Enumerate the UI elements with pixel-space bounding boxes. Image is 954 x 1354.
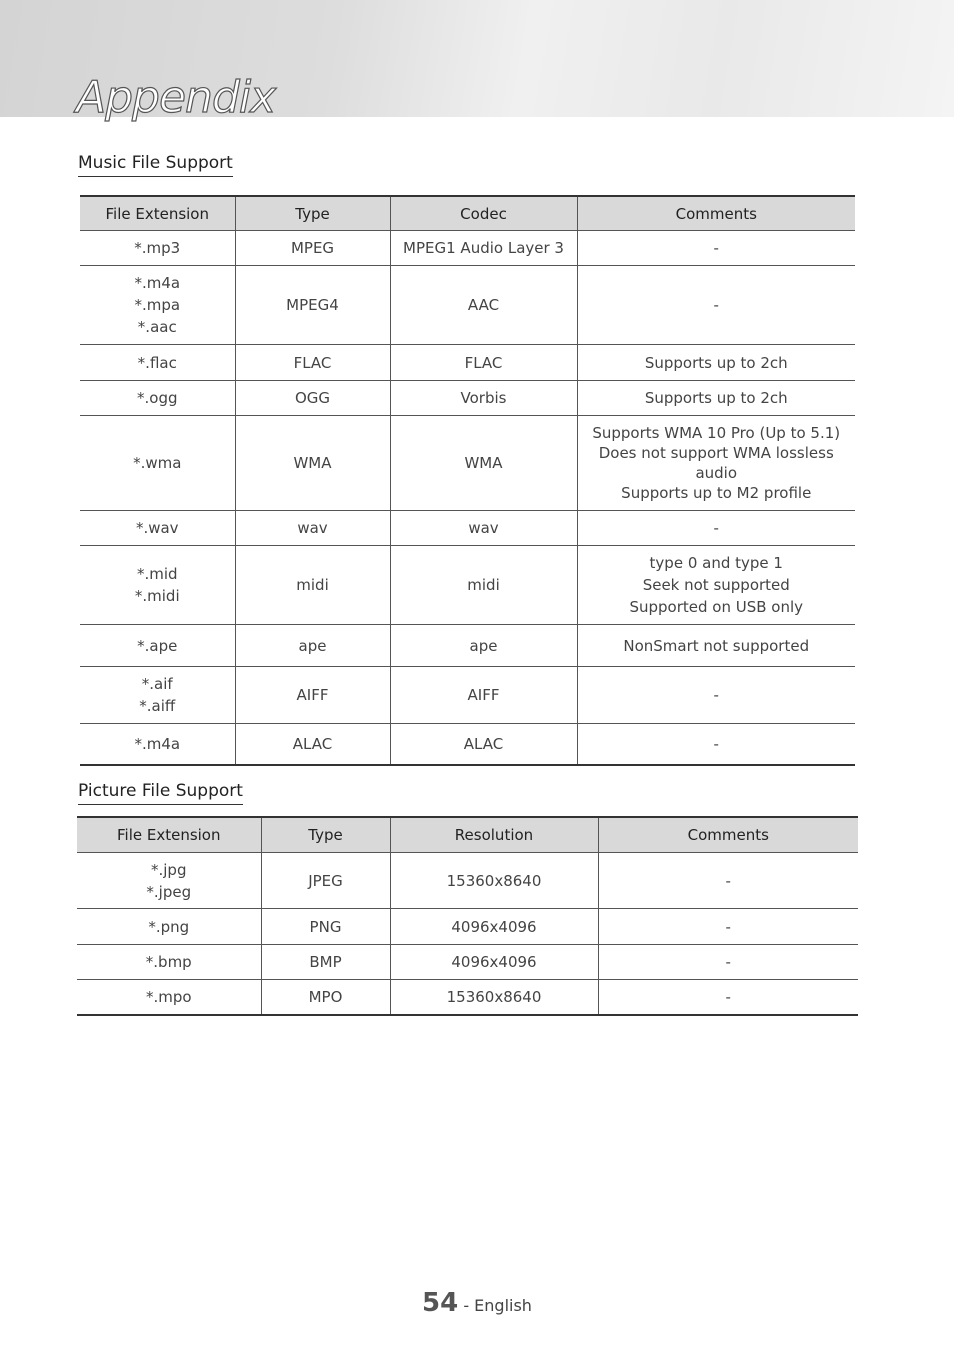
file-extension: *.jpeg xyxy=(146,882,192,901)
file-extension-cell xyxy=(77,945,261,980)
file-extension-cell xyxy=(80,416,235,511)
comments-cell: - xyxy=(598,980,858,1015)
file-extension: *.png xyxy=(148,917,190,936)
comments-cell xyxy=(577,266,855,345)
file-extension: *.mp3 xyxy=(134,239,181,257)
comments-cell xyxy=(577,345,855,381)
comments-cell xyxy=(577,231,855,266)
resolution-cell: 4096x4096 xyxy=(390,909,598,945)
table-row xyxy=(80,546,855,625)
type-cell: FLAC xyxy=(235,345,390,381)
file-extension: *.wav xyxy=(135,519,179,537)
table-row xyxy=(80,345,855,381)
column-header: File Extension xyxy=(77,817,261,853)
table-row xyxy=(77,853,858,909)
file-extension-cell xyxy=(80,625,235,667)
comments-cell xyxy=(577,416,855,511)
table-row xyxy=(77,980,858,1015)
table-header-row xyxy=(80,196,855,231)
table-row xyxy=(80,416,855,511)
comment-line: - xyxy=(713,296,719,314)
file-extension: *.jpg xyxy=(151,860,187,879)
table-row xyxy=(80,724,855,765)
file-extension: *.mpa xyxy=(134,296,181,314)
type-cell: BMP xyxy=(261,945,390,980)
table-header-row xyxy=(77,817,858,853)
file-extension: *.aif xyxy=(141,675,173,693)
table-row xyxy=(77,945,858,980)
type-cell: midi xyxy=(235,546,390,625)
comment-line: Supports up to 2ch xyxy=(644,353,788,372)
type-cell: wav xyxy=(235,511,390,546)
column-header: Type xyxy=(261,817,390,853)
file-extension: *.m4a xyxy=(134,734,181,753)
comments-cell xyxy=(577,381,855,416)
table-row xyxy=(80,625,855,667)
type-cell: ape xyxy=(235,625,390,667)
file-extension-cell xyxy=(80,231,235,266)
column-header: Comments xyxy=(577,196,855,231)
table-row xyxy=(80,511,855,546)
file-extension: *.ape xyxy=(137,636,178,655)
comments-cell xyxy=(577,625,855,667)
file-extension: *.m4a xyxy=(134,274,181,292)
file-extension-cell xyxy=(80,266,235,345)
comment-line: Supports up to M2 profile xyxy=(621,484,812,502)
comment-line: - xyxy=(713,686,719,704)
page-number: 54 xyxy=(422,1288,459,1318)
codec-cell: Vorbis xyxy=(390,381,577,416)
music-file-table xyxy=(80,195,855,766)
codec-cell: ALAC xyxy=(390,724,577,765)
table-row xyxy=(80,667,855,724)
comments-cell: - xyxy=(598,945,858,980)
file-extension: *.mpo xyxy=(145,987,192,1006)
table-row xyxy=(77,909,858,945)
comments-cell xyxy=(577,667,855,724)
resolution-cell: 4096x4096 xyxy=(390,945,598,980)
codec-cell: wav xyxy=(390,511,577,546)
file-extension-cell xyxy=(77,853,261,909)
comment-line: Supports WMA 10 Pro (Up to 5.1) xyxy=(592,424,841,442)
file-extension-cell xyxy=(80,381,235,416)
file-extension: *.wma xyxy=(133,454,182,472)
page-footer xyxy=(0,1288,954,1318)
codec-cell: MPEG1 Audio Layer 3 xyxy=(390,231,577,266)
codec-cell: AAC xyxy=(390,266,577,345)
page-title: Appendix xyxy=(76,72,276,123)
picture-file-table xyxy=(77,816,858,1016)
picture-section-title: Picture File Support xyxy=(78,779,243,805)
comment-line: type 0 and type 1 xyxy=(649,554,783,572)
type-cell: MPEG xyxy=(235,231,390,266)
comment-line: - xyxy=(713,734,719,753)
file-extension: *.flac xyxy=(137,353,177,372)
file-extension: *.bmp xyxy=(145,953,192,971)
comment-line: - xyxy=(713,519,719,537)
column-header: File Extension xyxy=(80,196,235,231)
codec-cell: FLAC xyxy=(390,345,577,381)
table-row xyxy=(80,266,855,345)
column-header: Comments xyxy=(598,817,858,853)
file-extension: *.midi xyxy=(134,587,180,605)
comment-line: Supported on USB only xyxy=(629,598,804,616)
comments-cell: - xyxy=(598,909,858,945)
comment-line: Supports up to 2ch xyxy=(644,389,788,407)
comments-cell: - xyxy=(598,853,858,909)
type-cell: MPEG4 xyxy=(235,266,390,345)
comment-line: - xyxy=(713,239,719,257)
codec-cell: AIFF xyxy=(390,667,577,724)
comments-cell xyxy=(577,511,855,546)
file-extension-cell xyxy=(80,345,235,381)
file-extension-cell xyxy=(77,980,261,1015)
file-extension-cell xyxy=(77,909,261,945)
resolution-cell: 15360x8640 xyxy=(390,980,598,1015)
type-cell: AIFF xyxy=(235,667,390,724)
file-extension: *.mid xyxy=(136,565,178,583)
table-row xyxy=(80,231,855,266)
column-header: Type xyxy=(235,196,390,231)
column-header: Resolution xyxy=(390,817,598,853)
file-extension: *.ogg xyxy=(137,389,178,407)
type-cell: OGG xyxy=(235,381,390,416)
music-section-title: Music File Support xyxy=(78,151,233,177)
file-extension: *.aac xyxy=(137,318,177,336)
file-extension-cell xyxy=(80,724,235,765)
codec-cell: ape xyxy=(390,625,577,667)
comments-cell xyxy=(577,546,855,625)
file-extension-cell xyxy=(80,546,235,625)
type-cell: PNG xyxy=(261,909,390,945)
type-cell: JPEG xyxy=(261,853,390,909)
type-cell: ALAC xyxy=(235,724,390,765)
page-language: - English xyxy=(463,1296,532,1315)
codec-cell: midi xyxy=(390,546,577,625)
comment-line: Seek not supported xyxy=(642,576,790,594)
file-extension-cell xyxy=(80,511,235,546)
codec-cell: WMA xyxy=(390,416,577,511)
column-header: Codec xyxy=(390,196,577,231)
comments-cell xyxy=(577,724,855,765)
comment-line: NonSmart not supported xyxy=(623,636,810,655)
type-cell: WMA xyxy=(235,416,390,511)
type-cell: MPO xyxy=(261,980,390,1015)
table-row xyxy=(80,381,855,416)
comment-line: Does not support WMA lossless audio xyxy=(598,444,834,482)
file-extension: *.aiff xyxy=(139,697,176,715)
resolution-cell: 15360x8640 xyxy=(390,853,598,909)
file-extension-cell xyxy=(80,667,235,724)
